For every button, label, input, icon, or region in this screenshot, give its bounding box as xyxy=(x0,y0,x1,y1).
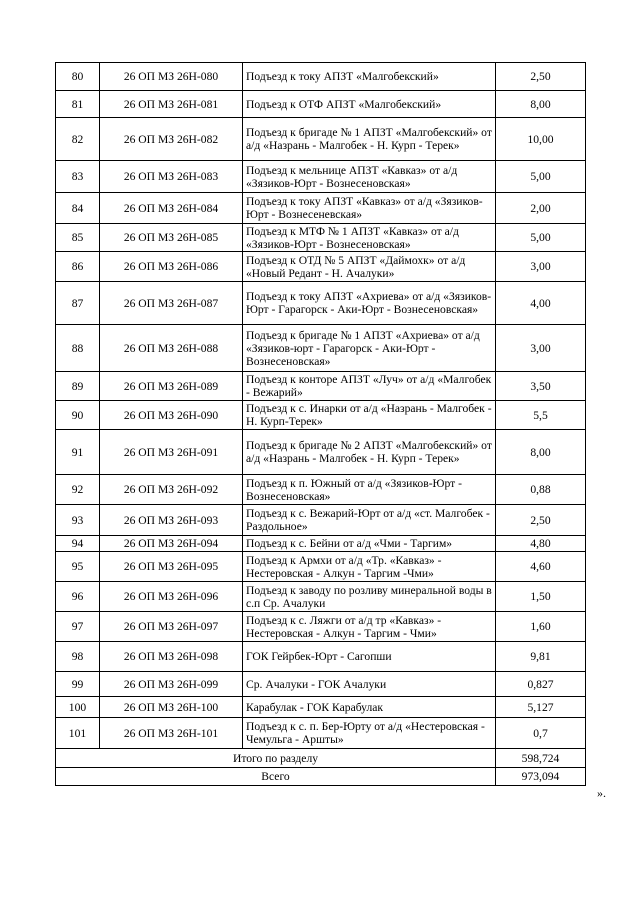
table-body xyxy=(56,63,586,786)
grand-total-row xyxy=(56,768,586,786)
road-length: 4,00 xyxy=(496,282,586,325)
road-code: 26 ОП МЗ 26Н-094 xyxy=(100,536,243,552)
table-row xyxy=(56,672,586,697)
road-length: 1,60 xyxy=(496,612,586,642)
road-name: Карабулак - ГОК Карабулак xyxy=(243,697,496,718)
table-row xyxy=(56,252,586,282)
subtotal-row xyxy=(56,749,586,768)
table-row xyxy=(56,718,586,749)
row-number: 89 xyxy=(56,372,100,401)
table-row xyxy=(56,193,586,224)
table-row xyxy=(56,582,586,612)
road-name: Подъезд к с. Ляжги от а/д тр «Кавказ» - Нестеровская - Алкун - Таргим - Чми» xyxy=(243,612,496,642)
table-row xyxy=(56,325,586,372)
table-row xyxy=(56,612,586,642)
road-code: 26 ОП МЗ 26Н-086 xyxy=(100,252,243,282)
road-name: Подъезд к бригаде № 2 АПЗТ «Малгобекский» от а/д «Назрань - Малгобек - Н. Курп - Терек» xyxy=(243,430,496,475)
row-number: 96 xyxy=(56,582,100,612)
row-number: 94 xyxy=(56,536,100,552)
table-row xyxy=(56,91,586,118)
table-row xyxy=(56,430,586,475)
row-number: 91 xyxy=(56,430,100,475)
road-length: 3,00 xyxy=(496,325,586,372)
road-name: Подъезд к току АПЗТ «Ахриева» от а/д «Зязиков-Юрт - Гарагорск - Аки-Юрт - Вознесеновская» xyxy=(243,282,496,325)
table-row xyxy=(56,224,586,252)
road-name: Подъезд к заводу по розливу минеральной воды в с.п Ср. Ачалуки xyxy=(243,582,496,612)
road-length: 4,80 xyxy=(496,536,586,552)
table-row xyxy=(56,552,586,582)
table-row xyxy=(56,697,586,718)
road-length: 9,81 xyxy=(496,642,586,672)
road-length: 8,00 xyxy=(496,91,586,118)
row-number: 97 xyxy=(56,612,100,642)
row-number: 86 xyxy=(56,252,100,282)
road-code: 26 ОП МЗ 26Н-095 xyxy=(100,552,243,582)
road-code: 26 ОП МЗ 26Н-101 xyxy=(100,718,243,749)
row-number: 90 xyxy=(56,401,100,430)
table-row xyxy=(56,282,586,325)
table-row xyxy=(56,401,586,430)
road-code: 26 ОП МЗ 26Н-100 xyxy=(100,697,243,718)
road-code: 26 ОП МЗ 26Н-099 xyxy=(100,672,243,697)
road-name: Подъезд к с. п. Бер-Юрту от а/д «Нестеровская - Чемульга - Аршты» xyxy=(243,718,496,749)
row-number: 95 xyxy=(56,552,100,582)
road-length: 5,00 xyxy=(496,161,586,193)
road-name: Ср. Ачалуки - ГОК Ачалуки xyxy=(243,672,496,697)
road-length: 3,00 xyxy=(496,252,586,282)
road-name: Подъезд к с. Бейни от а/д «Чми - Таргим» xyxy=(243,536,496,552)
road-code: 26 ОП МЗ 26Н-080 xyxy=(100,63,243,91)
road-name: Подъезд к ОТФ АПЗТ «Малгобекский» xyxy=(243,91,496,118)
row-number: 80 xyxy=(56,63,100,91)
road-length: 0,88 xyxy=(496,475,586,505)
road-name: Подъезд к Армхи от а/д «Тр. «Кавказ» - Нестеровская - Алкун - Таргим -Чми» xyxy=(243,552,496,582)
row-number: 85 xyxy=(56,224,100,252)
road-name: Подъезд к с. Вежарий-Юрт от а/д «ст. Малгобек - Раздольное» xyxy=(243,505,496,536)
road-code: 26 ОП МЗ 26Н-087 xyxy=(100,282,243,325)
row-number: 83 xyxy=(56,161,100,193)
table-row xyxy=(56,475,586,505)
road-name: Подъезд к с. Инарки от а/д «Назрань - Малгобек - Н. Курп-Терек» xyxy=(243,401,496,430)
row-number: 100 xyxy=(56,697,100,718)
road-length: 0,827 xyxy=(496,672,586,697)
row-number: 84 xyxy=(56,193,100,224)
table-row xyxy=(56,505,586,536)
row-number: 82 xyxy=(56,118,100,161)
road-code: 26 ОП МЗ 26Н-082 xyxy=(100,118,243,161)
row-number: 99 xyxy=(56,672,100,697)
road-code: 26 ОП МЗ 26Н-084 xyxy=(100,193,243,224)
road-length: 8,00 xyxy=(496,430,586,475)
subtotal-label: Итого по разделу xyxy=(56,749,496,768)
road-name: ГОК Гейрбек-Юрт - Сагопши xyxy=(243,642,496,672)
table-row xyxy=(56,536,586,552)
table-row xyxy=(56,118,586,161)
row-number: 92 xyxy=(56,475,100,505)
closing-quote-mark: ». xyxy=(597,786,606,800)
road-name: Подъезд к мельнице АПЗТ «Кавказ» от а/д «Зязиков-Юрт - Вознесеновская» xyxy=(243,161,496,193)
road-name: Подъезд к току АПЗТ «Малгобекский» xyxy=(243,63,496,91)
road-length: 0,7 xyxy=(496,718,586,749)
road-length: 10,00 xyxy=(496,118,586,161)
table-row xyxy=(56,642,586,672)
row-number: 81 xyxy=(56,91,100,118)
road-register-table xyxy=(55,62,586,786)
road-length: 5,00 xyxy=(496,224,586,252)
road-name: Подъезд к бригаде № 1 АПЗТ «Малгобекский» от а/д «Назрань - Малгобек - Н. Курп - Терек» xyxy=(243,118,496,161)
row-number: 87 xyxy=(56,282,100,325)
road-length: 2,00 xyxy=(496,193,586,224)
road-length: 1,50 xyxy=(496,582,586,612)
road-code: 26 ОП МЗ 26Н-090 xyxy=(100,401,243,430)
road-length: 2,50 xyxy=(496,505,586,536)
row-number: 88 xyxy=(56,325,100,372)
road-name: Подъезд к МТФ № 1 АПЗТ «Кавказ» от а/д «Зязиков-Юрт - Вознесеновская» xyxy=(243,224,496,252)
road-code: 26 ОП МЗ 26Н-085 xyxy=(100,224,243,252)
road-length: 3,50 xyxy=(496,372,586,401)
subtotal-value: 598,724 xyxy=(496,749,586,768)
row-number: 98 xyxy=(56,642,100,672)
road-code: 26 ОП МЗ 26Н-091 xyxy=(100,430,243,475)
road-name: Подъезд к бригаде № 1 АПЗТ «Ахриева» от а/д «Зязиков-юрт - Гарагорск - Аки-Юрт - Вознесеновская» xyxy=(243,325,496,372)
road-code: 26 ОП МЗ 26Н-081 xyxy=(100,91,243,118)
road-code: 26 ОП МЗ 26Н-098 xyxy=(100,642,243,672)
road-code: 26 ОП МЗ 26Н-093 xyxy=(100,505,243,536)
road-code: 26 ОП МЗ 26Н-097 xyxy=(100,612,243,642)
road-code: 26 ОП МЗ 26Н-092 xyxy=(100,475,243,505)
road-name: Подъезд к п. Южный от а/д «Зязиков-Юрт - Вознесеновская» xyxy=(243,475,496,505)
road-code: 26 ОП МЗ 26Н-089 xyxy=(100,372,243,401)
road-length: 4,60 xyxy=(496,552,586,582)
table-row xyxy=(56,63,586,91)
grand-total-label: Всего xyxy=(56,768,496,786)
road-code: 26 ОП МЗ 26Н-088 xyxy=(100,325,243,372)
road-name: Подъезд к конторе АПЗТ «Луч» от а/д «Малгобек - Вежарий» xyxy=(243,372,496,401)
table-row xyxy=(56,161,586,193)
grand-total-value: 973,094 xyxy=(496,768,586,786)
road-length: 2,50 xyxy=(496,63,586,91)
row-number: 101 xyxy=(56,718,100,749)
road-name: Подъезд к току АПЗТ «Кавказ» от а/д «Зязиков-Юрт - Вознесеневская» xyxy=(243,193,496,224)
road-length: 5,127 xyxy=(496,697,586,718)
table-row xyxy=(56,372,586,401)
road-code: 26 ОП МЗ 26Н-083 xyxy=(100,161,243,193)
row-number: 93 xyxy=(56,505,100,536)
road-length: 5,5 xyxy=(496,401,586,430)
road-name: Подъезд к ОТД № 5 АПЗТ «Даймохк» от а/д «Новый Редант - Н. Ачалуки» xyxy=(243,252,496,282)
road-code: 26 ОП МЗ 26Н-096 xyxy=(100,582,243,612)
